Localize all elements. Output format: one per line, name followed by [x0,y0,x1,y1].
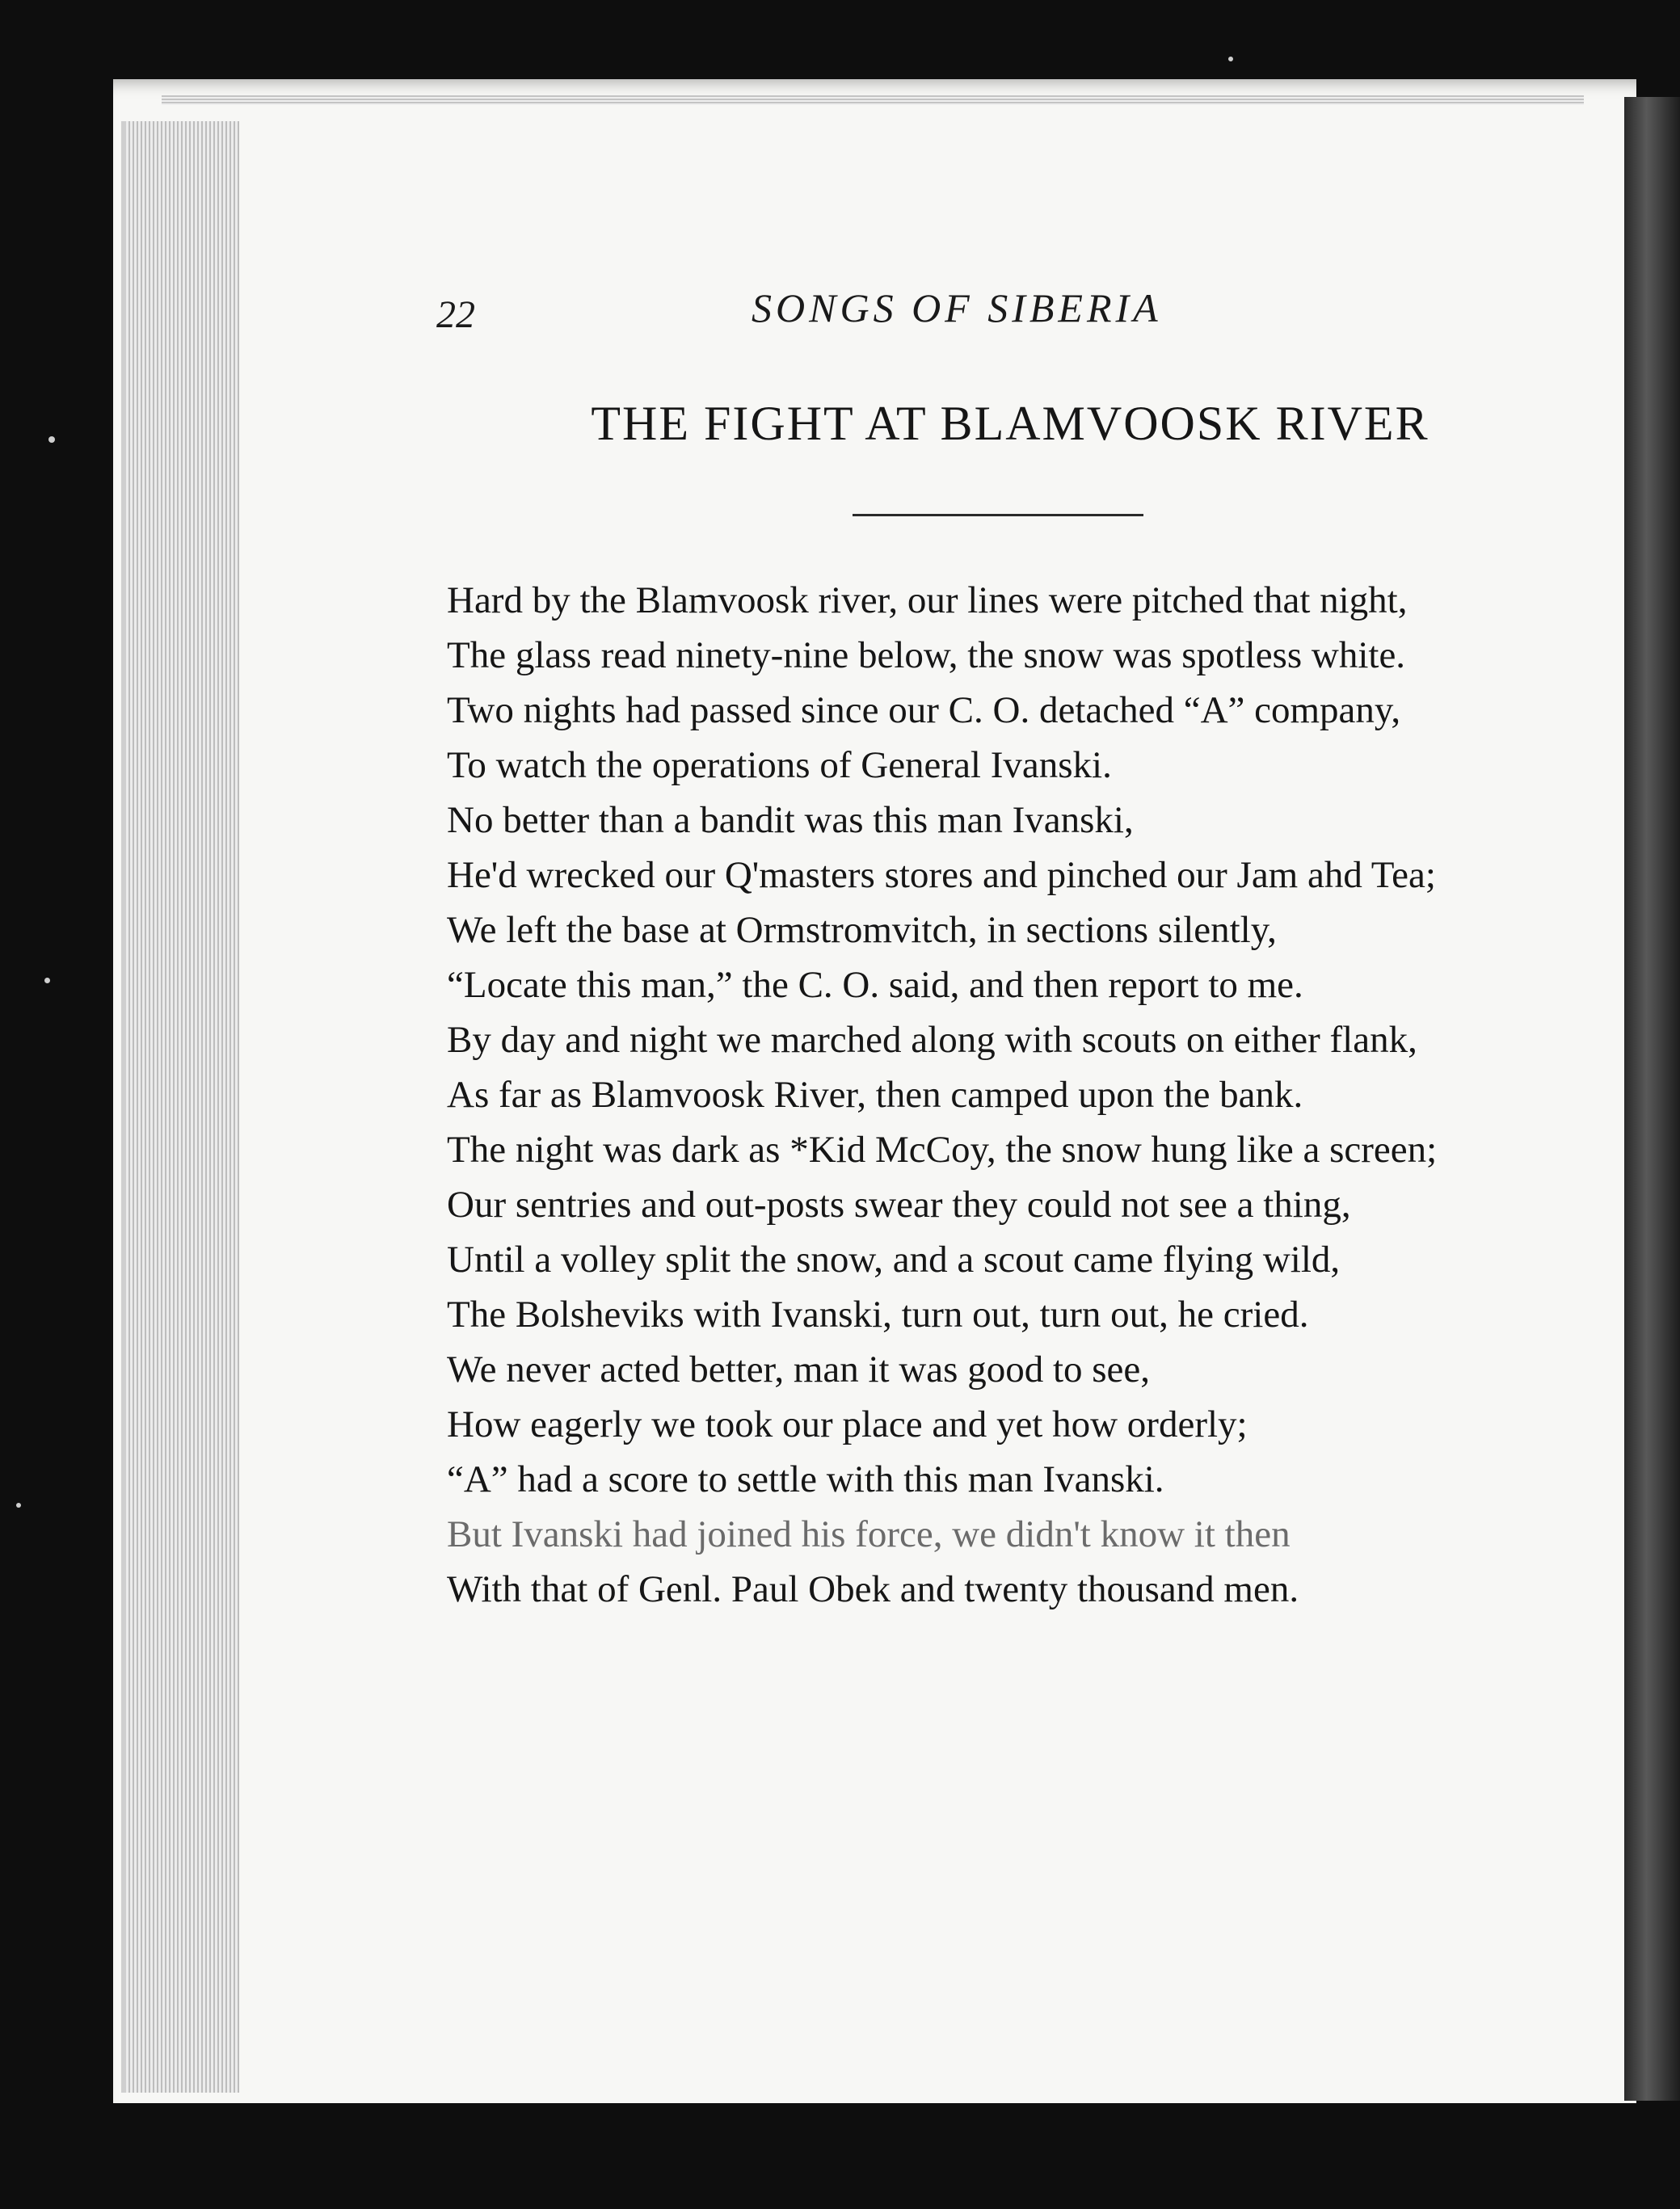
poem-line: The Bolsheviks with Ivanski, turn out, turn out, he cried. [447,1294,1309,1336]
poem-line: We never acted better, man it was good to see, [447,1349,1151,1391]
poem-line: We left the base at Ormstromvitch, in sections silently, [447,909,1277,951]
page-header [436,284,1584,341]
poem-line: He'd wrecked our Q'masters stores and pinched our Jam ahd Tea; [447,854,1436,896]
page-stack-edges [121,121,239,2093]
poem-line: But Ivanski had joined his force, we didn't know it then [447,1513,1291,1555]
poem-line: Our sentries and out-posts swear they could not see a thing, [447,1184,1351,1226]
poem-line: Hard by the Blamvoosk river, our lines were pitched that night, [447,579,1408,621]
poem-line: The night was dark as *Kid McCoy, the snow hung like a screen; [447,1129,1438,1171]
poem-line: Two nights had passed since our C. O. detached “A” company, [447,689,1401,731]
dust-speck [44,978,50,983]
poem-line: The glass read ninety-nine below, the snow was spotless white. [447,634,1406,676]
poem-line: How eagerly we took our place and yet how orderly; [447,1403,1248,1445]
running-title: SONGS OF SIBERIA [752,285,1162,330]
poem-line: By day and night we marched along with scouts on either flank, [447,1019,1417,1061]
page-top-edge [162,95,1584,105]
poem-line: No better than a bandit was this man Ivanski, [447,799,1134,841]
dust-speck [48,436,55,443]
poem-line: “Locate this man,” the C. O. said, and then report to me. [447,964,1303,1006]
page-number: 22 [436,293,475,336]
poem-line: To watch the operations of General Ivanski. [447,744,1112,786]
book-binding [1624,97,1680,2101]
poem-line: As far as Blamvoosk River, then camped upon the bank. [447,1074,1303,1116]
poem-line: “A” had a score to settle with this man Ivanski. [447,1458,1164,1500]
dust-speck [1228,57,1233,61]
poem-title: THE FIGHT AT BLAMVOOSK RIVER [591,397,1429,450]
poem-body [447,575,1586,1619]
dust-speck [16,1503,21,1508]
title-divider [853,514,1143,516]
poem-line: With that of Genl. Paul Obek and twenty thousand men. [447,1568,1299,1610]
poem-line: Until a volley split the snow, and a scout came flying wild, [447,1239,1341,1281]
